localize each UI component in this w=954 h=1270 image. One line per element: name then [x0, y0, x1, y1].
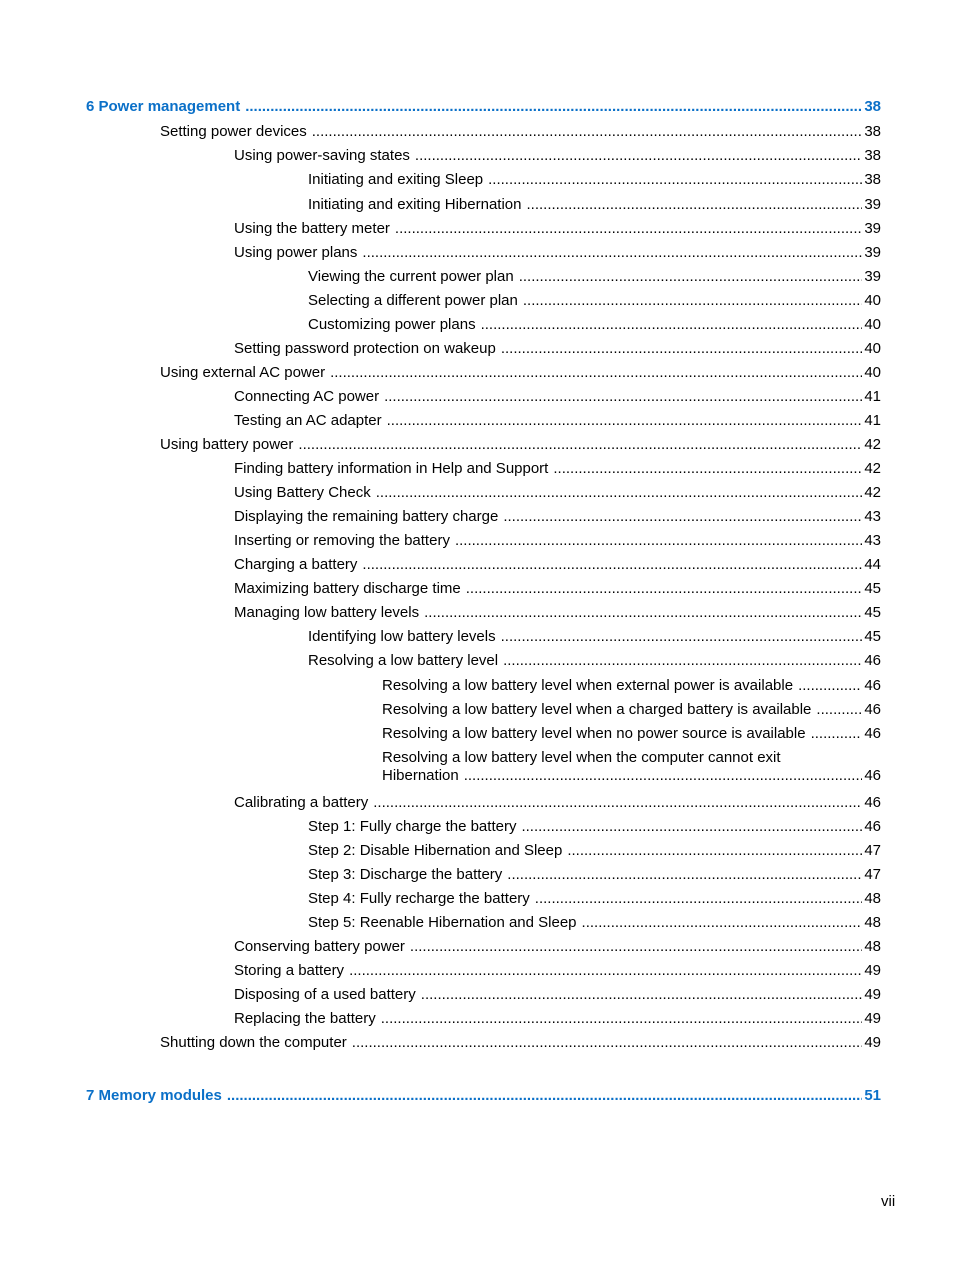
toc-entry[interactable] — [308, 818, 881, 836]
toc-chapter-entry[interactable] — [86, 98, 881, 116]
toc-entry[interactable] — [382, 677, 881, 695]
dot-leader — [373, 794, 862, 812]
toc-entry-page: 39 — [864, 196, 881, 213]
toc-entry-line — [308, 171, 881, 189]
toc-entry-title: Using external AC power — [160, 364, 326, 381]
toc-entry-title: Disposing of a used battery — [234, 986, 416, 1003]
dot-leader — [455, 532, 862, 550]
toc-entry[interactable] — [308, 914, 881, 932]
toc-entry-page: 46 — [864, 767, 881, 784]
toc-entry-line — [160, 436, 881, 454]
toc-entry-page: 47 — [864, 842, 881, 859]
toc-entry[interactable] — [308, 196, 881, 214]
dot-leader — [503, 652, 862, 670]
toc-entry-page: 49 — [864, 962, 881, 979]
toc-entry[interactable] — [160, 436, 881, 454]
dot-leader — [376, 484, 863, 502]
toc-entry-page: 42 — [864, 460, 881, 477]
dot-leader — [227, 1087, 862, 1105]
toc-entry-line — [234, 986, 881, 1004]
toc-entry-page: 46 — [864, 794, 881, 811]
dot-leader — [410, 938, 862, 956]
toc-entry-page: 40 — [864, 316, 881, 333]
toc-entry-title: Connecting AC power — [234, 388, 380, 405]
dot-leader — [553, 460, 862, 478]
toc-entry-page: 44 — [864, 556, 881, 573]
toc-entry-title: Testing an AC adapter — [234, 412, 382, 429]
toc-entry-title: Setting power devices — [160, 123, 307, 140]
dot-leader — [521, 818, 862, 836]
dot-leader — [503, 508, 862, 526]
toc-entry[interactable] — [234, 508, 881, 526]
toc-entry-line — [382, 767, 881, 785]
toc-entry-page: 39 — [864, 220, 881, 237]
toc-entry-page: 42 — [864, 436, 881, 453]
toc-entry[interactable] — [308, 842, 881, 860]
toc-entry-line — [160, 1034, 881, 1052]
dot-leader — [811, 725, 863, 743]
toc-entry[interactable] — [234, 484, 881, 502]
toc-entry-title: Resolving a low battery level when no power source is available — [382, 725, 806, 742]
toc-entry-title: Step 5: Reenable Hibernation and Sleep — [308, 914, 577, 931]
toc-entry-line — [308, 914, 881, 932]
toc-entry-page: 46 — [864, 701, 881, 718]
toc-entry-line — [308, 628, 881, 646]
toc-entry[interactable] — [234, 412, 881, 430]
dot-leader — [501, 340, 862, 358]
dot-leader — [519, 268, 863, 286]
toc-entry-line — [308, 866, 881, 884]
toc-entry[interactable] — [234, 938, 881, 956]
toc-entry-title: Step 2: Disable Hibernation and Sleep — [308, 842, 563, 859]
toc-entry-line — [234, 556, 881, 574]
toc-entry-page: 51 — [864, 1087, 881, 1104]
toc-entry-title: Initiating and exiting Hibernation — [308, 196, 522, 213]
toc-entry[interactable] — [308, 866, 881, 884]
dot-leader — [245, 98, 862, 116]
toc-entry-line — [234, 340, 881, 358]
toc-entry-title: Customizing power plans — [308, 316, 476, 333]
toc-entry-title: Using Battery Check — [234, 484, 371, 501]
dot-leader — [507, 866, 862, 884]
dot-leader — [488, 171, 862, 189]
toc-entry[interactable] — [308, 292, 881, 310]
toc-entry-title: Displaying the remaining battery charge — [234, 508, 499, 525]
toc-entry-line — [382, 677, 881, 695]
dot-leader — [298, 436, 862, 454]
toc-entry-page: 40 — [864, 340, 881, 357]
toc-entry-line — [160, 123, 881, 141]
toc-entry[interactable] — [382, 701, 881, 719]
toc-entry[interactable] — [234, 580, 881, 598]
toc-entry-line — [234, 938, 881, 956]
dot-leader — [395, 220, 862, 238]
toc-entry-title: Step 3: Discharge the battery — [308, 866, 503, 883]
dot-leader — [798, 677, 862, 695]
toc-entry-page: 48 — [864, 914, 881, 931]
toc-entry-title: Maximizing battery discharge time — [234, 580, 461, 597]
toc-entry-line — [234, 532, 881, 550]
dot-leader — [387, 412, 863, 430]
toc-chapter-entry[interactable] — [86, 1087, 881, 1105]
toc-entry-title: Resolving a low battery level — [308, 652, 499, 669]
toc-entry-line — [308, 268, 881, 286]
dot-leader — [501, 628, 863, 646]
toc-entry-page: 43 — [864, 532, 881, 549]
toc-entry-title: Setting password protection on wakeup — [234, 340, 496, 357]
toc-entry[interactable] — [234, 388, 881, 406]
toc-entry[interactable] — [234, 244, 881, 262]
toc-entry-page: 49 — [864, 1010, 881, 1027]
dot-leader — [424, 604, 862, 622]
toc-entry-line — [234, 460, 881, 478]
toc-entry[interactable] — [234, 604, 881, 622]
toc-entry-line — [234, 388, 881, 406]
toc-entry-page: 38 — [864, 171, 881, 188]
toc-entry[interactable] — [160, 1034, 881, 1052]
toc-entry-page: 40 — [864, 292, 881, 309]
toc-entry-line — [308, 842, 881, 860]
dot-leader — [567, 842, 862, 860]
toc-entry-line — [234, 147, 881, 165]
toc-entry-line — [308, 196, 881, 214]
toc-entry-title: Step 1: Fully charge the battery — [308, 818, 517, 835]
toc-entry[interactable] — [308, 268, 881, 286]
toc-entry-page: 41 — [864, 388, 881, 405]
toc-entry-line — [234, 604, 881, 622]
toc-entry-title: Initiating and exiting Sleep — [308, 171, 484, 188]
toc-entry[interactable] — [234, 460, 881, 478]
toc-entry-line — [382, 725, 881, 743]
toc-entry-page: 39 — [864, 244, 881, 261]
toc-entry-title: Shutting down the computer — [160, 1034, 347, 1051]
toc-entry-line — [382, 701, 881, 719]
toc-entry-page: 38 — [864, 123, 881, 140]
dot-leader — [415, 147, 862, 165]
toc-entry[interactable] — [234, 220, 881, 238]
toc-entry-line — [234, 220, 881, 238]
toc-entry-line — [234, 1010, 881, 1028]
toc-entry-page: 45 — [864, 580, 881, 597]
toc-entry-title: Charging a battery — [234, 556, 358, 573]
dot-leader — [362, 244, 862, 262]
toc-entry[interactable] — [308, 316, 881, 334]
toc-entry-line — [234, 484, 881, 502]
page-number: vii — [881, 1193, 896, 1210]
toc-entry-line — [86, 98, 881, 116]
toc-entry-title: Resolving a low battery level when external power is available — [382, 677, 794, 694]
toc-entry-line — [86, 1087, 881, 1105]
toc-entry-line — [308, 890, 881, 908]
toc-entry-line — [234, 412, 881, 430]
dot-leader — [349, 962, 862, 980]
dot-leader — [381, 1010, 863, 1028]
toc-entry-title: Step 4: Fully recharge the battery — [308, 890, 530, 907]
toc-entry-page: 39 — [864, 268, 881, 285]
toc-entry-title: 7 Memory modules — [86, 1087, 222, 1104]
toc-entry-page: 46 — [864, 677, 881, 694]
dot-leader — [466, 580, 863, 598]
toc-entry[interactable] — [234, 556, 881, 574]
dot-leader — [312, 123, 863, 141]
toc-entry-title: Using battery power — [160, 436, 294, 453]
dot-leader — [582, 914, 863, 932]
toc-entry-line — [234, 508, 881, 526]
toc-entry-page: 43 — [864, 508, 881, 525]
toc-entry-line — [234, 244, 881, 262]
toc-entry-line — [234, 794, 881, 812]
toc-entry-title: Identifying low battery levels — [308, 628, 496, 645]
toc-entry-title: 6 Power management — [86, 98, 241, 115]
toc-entry-line — [234, 962, 881, 980]
toc-entry-page: 46 — [864, 652, 881, 669]
toc-entry-title: Using the battery meter — [234, 220, 390, 237]
toc-entry-line — [234, 580, 881, 598]
toc-entry-page: 47 — [864, 866, 881, 883]
toc-entry-title: Conserving battery power — [234, 938, 405, 955]
toc-entry-title: Inserting or removing the battery — [234, 532, 450, 549]
toc-entry-page: 48 — [864, 890, 881, 907]
toc-entry[interactable] — [234, 794, 881, 812]
toc-entry[interactable] — [308, 628, 881, 646]
toc-entry-page: 46 — [864, 725, 881, 742]
toc-entry[interactable] — [234, 147, 881, 165]
dot-leader — [481, 316, 863, 334]
dot-leader — [816, 701, 862, 719]
toc-entry-page: 38 — [864, 147, 881, 164]
toc-entry[interactable] — [234, 532, 881, 550]
toc-entry-title: Storing a battery — [234, 962, 345, 979]
dot-leader — [384, 388, 862, 406]
toc-entry[interactable] — [308, 171, 881, 189]
toc-entry-line — [160, 364, 881, 382]
toc-entry-page: 45 — [864, 628, 881, 645]
toc-entry-title: Calibrating a battery — [234, 794, 369, 811]
toc-entry[interactable] — [234, 340, 881, 358]
toc-entry-title: Finding battery information in Help and Support — [234, 460, 549, 477]
toc-entry-title: Using power-saving states — [234, 147, 410, 164]
toc-entry-line — [308, 316, 881, 334]
toc-entry-page: 49 — [864, 986, 881, 1003]
toc-entry[interactable] — [234, 1010, 881, 1028]
toc-entry[interactable] — [234, 962, 881, 980]
dot-leader — [362, 556, 862, 574]
toc-entry[interactable] — [382, 749, 881, 785]
toc-entry-page: 45 — [864, 604, 881, 621]
toc-entry-page: 40 — [864, 364, 881, 381]
toc-entry[interactable] — [160, 123, 881, 141]
toc-entry-title: Selecting a different power plan — [308, 292, 518, 309]
toc-entry-title: Replacing the battery — [234, 1010, 376, 1027]
toc-entry-page: 38 — [864, 98, 881, 115]
dot-leader — [523, 292, 862, 310]
toc-entry-title: Resolving a low battery level when the computer cannot exit — [382, 749, 781, 766]
toc-entry-title: Resolving a low battery level when a charged battery is available — [382, 701, 812, 718]
toc-entry[interactable] — [308, 890, 881, 908]
dot-leader — [535, 890, 863, 908]
toc-entry[interactable] — [160, 364, 881, 382]
toc-entry-title: Using power plans — [234, 244, 358, 261]
dot-leader — [352, 1034, 863, 1052]
toc-entry[interactable] — [308, 652, 881, 670]
toc-entry-page: 48 — [864, 938, 881, 955]
toc-entry[interactable] — [382, 725, 881, 743]
toc-entry-title: Managing low battery levels — [234, 604, 420, 621]
toc-entry[interactable] — [234, 986, 881, 1004]
toc-entry-page: 46 — [864, 818, 881, 835]
toc-entry-page: 42 — [864, 484, 881, 501]
toc-entry-line — [308, 652, 881, 670]
dot-leader — [421, 986, 863, 1004]
dot-leader — [464, 767, 863, 785]
toc-entry-line — [308, 292, 881, 310]
dot-leader — [526, 196, 862, 214]
toc-entry-title: Viewing the current power plan — [308, 268, 514, 285]
toc-entry-page: 49 — [864, 1034, 881, 1051]
toc-entry-title: Hibernation — [382, 767, 459, 784]
toc-entry-line — [308, 818, 881, 836]
toc-entry-page: 41 — [864, 412, 881, 429]
dot-leader — [330, 364, 862, 382]
